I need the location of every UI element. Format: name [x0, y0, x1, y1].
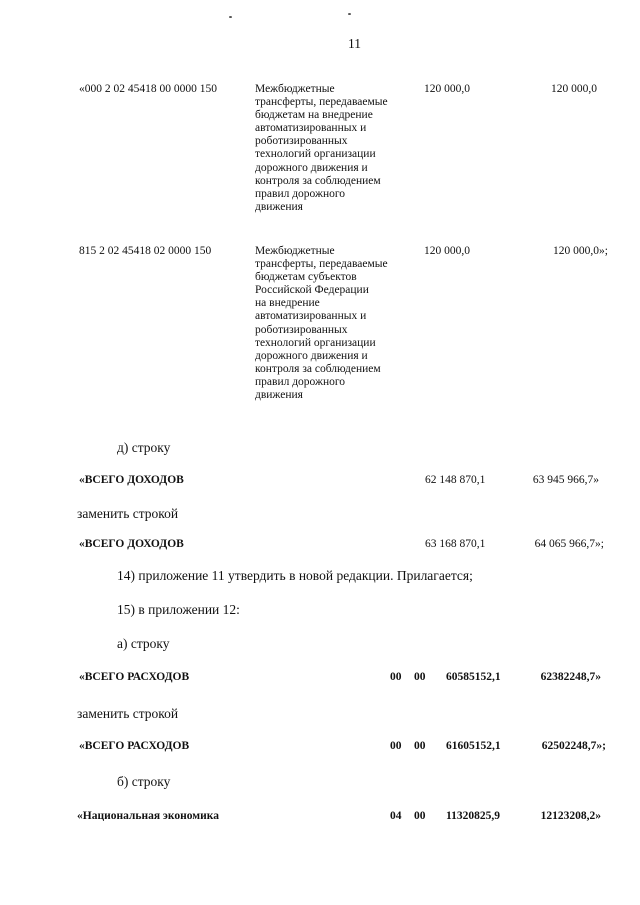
- section-code: 00: [390, 671, 402, 683]
- budget-code: «000 2 02 45418 00 0000 150: [79, 83, 217, 95]
- row-value-1: 120 000,0: [424, 245, 470, 257]
- row-value-2: 120 000,0: [551, 83, 597, 95]
- total-expenses-value-1: 61605152,1: [446, 740, 501, 752]
- row-value-1: 120 000,0: [424, 83, 470, 95]
- replace-instruction: заменить строкой: [77, 506, 179, 521]
- subsection-code: 00: [414, 740, 426, 752]
- replace-instruction: заменить строкой: [77, 706, 179, 721]
- scan-speck: [229, 16, 232, 18]
- total-income-value-2: 63 945 966,7»: [532, 474, 599, 486]
- instruction-d: д) строку: [117, 440, 171, 455]
- total-expenses-label: «ВСЕГО РАСХОДОВ: [79, 740, 190, 752]
- total-income-value-1: 62 148 870,1: [425, 474, 486, 486]
- row-description: Межбюджетные трансферты, передаваемые бюджетам на внедрение автоматизированных и роботизированных технологий организации дорожного движения и контроля за соблюдением правил дорожного движения: [255, 83, 388, 213]
- subsection-code: 00: [414, 810, 426, 822]
- total-expenses-value-1: 60585152,1: [446, 671, 501, 683]
- instruction-14: 14) приложение 11 утвердить в новой редакции. Прилагается;: [117, 568, 473, 583]
- row-value-2: 120 000,0»;: [553, 245, 608, 257]
- total-income-label: «ВСЕГО ДОХОДОВ: [79, 538, 184, 550]
- total-income-value-1: 63 168 870,1: [425, 538, 486, 550]
- total-income-label: «ВСЕГО ДОХОДОВ: [79, 474, 184, 486]
- instruction-15: 15) в приложении 12:: [117, 602, 240, 617]
- total-income-value-2: 64 065 966,7»;: [534, 538, 604, 550]
- row-description: Межбюджетные трансферты, передаваемые бюджетам субъектов Российской Федерации на внедрение автоматизированных и роботизированных технологий организации дорожного движения и контроля за соблюдением правил дорожного движения: [255, 245, 388, 402]
- scan-speck: [348, 13, 351, 15]
- economy-label: «Национальная экономика: [77, 810, 219, 822]
- budget-code: 815 2 02 45418 02 0000 150: [79, 245, 212, 257]
- total-expenses-value-2: 62382248,7»: [540, 671, 601, 683]
- total-expenses-label: «ВСЕГО РАСХОДОВ: [79, 671, 190, 683]
- instruction-b: б) строку: [117, 774, 171, 789]
- subsection-code: 00: [414, 671, 426, 683]
- economy-value-1: 11320825,9: [446, 810, 500, 822]
- page-number: 11: [348, 36, 361, 51]
- total-expenses-value-2: 62502248,7»;: [541, 740, 606, 752]
- economy-value-2: 12123208,2»: [540, 810, 601, 822]
- instruction-a: а) строку: [117, 636, 170, 651]
- section-code: 04: [390, 810, 402, 822]
- section-code: 00: [390, 740, 402, 752]
